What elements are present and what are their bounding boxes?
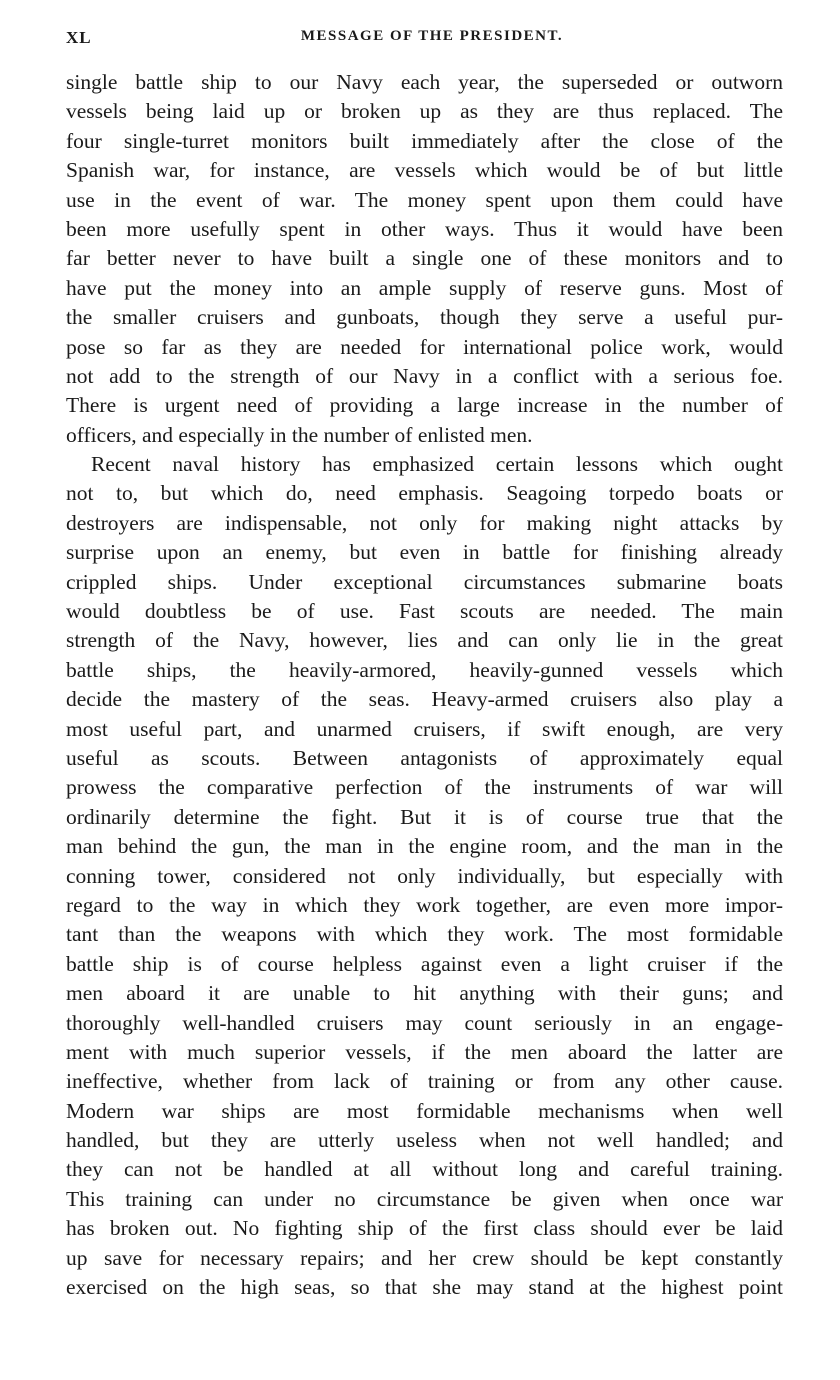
text-line: they can not be handled at all without long and careful training. bbox=[66, 1157, 783, 1182]
text-line: handled, but they are utterly useless when not well handled; and bbox=[66, 1128, 783, 1153]
text-line: far better never to have built a single one of these monitors and to bbox=[66, 246, 783, 271]
text-line: up save for necessary repairs; and her crew should be kept constantly bbox=[66, 1245, 783, 1270]
text-line: prowess the comparative perfection of the instruments of war will bbox=[66, 775, 783, 800]
text-line: battle ships, the heavily-armored, heavily-gunned vessels which bbox=[66, 657, 783, 682]
text-line: crippled ships. Under exceptional circumstances submarine boats bbox=[66, 569, 783, 594]
text-line: thoroughly well-handled cruisers may count seriously in an engage- bbox=[66, 1010, 783, 1035]
text-line: This training can under no circumstance be given when once war bbox=[66, 1186, 783, 1211]
text-line: not add to the strength of our Navy in a conflict with a serious foe. bbox=[66, 363, 783, 388]
text-line: Spanish war, for instance, are vessels which would be of but little bbox=[66, 158, 783, 183]
text-line: the smaller cruisers and gunboats, though they serve a useful pur- bbox=[66, 305, 783, 330]
text-line: exercised on the high seas, so that she may stand at the highest point bbox=[66, 1275, 783, 1300]
text-line: conning tower, considered not only individually, but especially with bbox=[66, 863, 783, 888]
text-line: has broken out. No fighting ship of the first class should ever be laid bbox=[66, 1216, 783, 1241]
text-line: most useful part, and unarmed cruisers, if swift enough, are very bbox=[66, 716, 783, 741]
text-line: pose so far as they are needed for international police work, would bbox=[66, 334, 783, 359]
text-line: men aboard it are unable to hit anything with their guns; and bbox=[66, 981, 783, 1006]
text-line: been more usefully spent in other ways. Thus it would have been bbox=[66, 216, 783, 241]
text-line: have put the money into an ample supply of reserve guns. Most of bbox=[66, 275, 783, 300]
text-line: ment with much superior vessels, if the men aboard the latter are bbox=[66, 1039, 783, 1064]
text-line: useful as scouts. Between antagonists of approximately equal bbox=[66, 745, 783, 770]
text-line: battle ship is of course helpless against even a light cruiser if the bbox=[66, 951, 783, 976]
text-line: would doubtless be of use. Fast scouts are needed. The main bbox=[66, 599, 783, 624]
text-line: vessels being laid up or broken up as they are thus replaced. The bbox=[66, 99, 783, 124]
text-line: regard to the way in which they work together, are even more impor- bbox=[66, 892, 783, 917]
text-line: four single-turret monitors built immediately after the close of the bbox=[66, 128, 783, 153]
text-line: not to, but which do, need emphasis. Seagoing torpedo boats or bbox=[66, 481, 783, 506]
paragraph-first-line: Recent naval history has emphasized certain lessons which ought bbox=[91, 452, 783, 477]
text-line: There is urgent need of providing a large increase in the number of bbox=[66, 393, 783, 418]
text-line: strength of the Navy, however, lies and can only lie in the great bbox=[66, 628, 783, 653]
text-line: Modern war ships are most formidable mechanisms when well bbox=[66, 1098, 783, 1123]
text-line: use in the event of war. The money spent upon them could have bbox=[66, 187, 783, 212]
text-line: surprise upon an enemy, but even in battle for finishing already bbox=[66, 540, 783, 565]
running-title: MESSAGE OF THE PRESIDENT. bbox=[300, 28, 564, 44]
text-line: man behind the gun, the man in the engine room, and the man in the bbox=[66, 834, 783, 859]
paragraph-end-line: officers, and especially in the number of enlisted men. bbox=[66, 422, 533, 447]
text-line: tant than the weapons with which they work. The most formidable bbox=[66, 922, 783, 947]
body-text bbox=[66, 68, 783, 1302]
page-number: XL bbox=[66, 28, 92, 47]
text-line: ordinarily determine the fight. But it is of course true that the bbox=[66, 804, 783, 829]
text-line: single battle ship to our Navy each year, the superseded or outworn bbox=[66, 70, 783, 94]
running-head bbox=[66, 26, 784, 52]
text-line: decide the mastery of the seas. Heavy-armed cruisers also play a bbox=[66, 687, 783, 712]
text-line: ineffective, whether from lack of training or from any other cause. bbox=[66, 1069, 783, 1094]
text-line: destroyers are indispensable, not only for making night attacks by bbox=[66, 510, 783, 535]
